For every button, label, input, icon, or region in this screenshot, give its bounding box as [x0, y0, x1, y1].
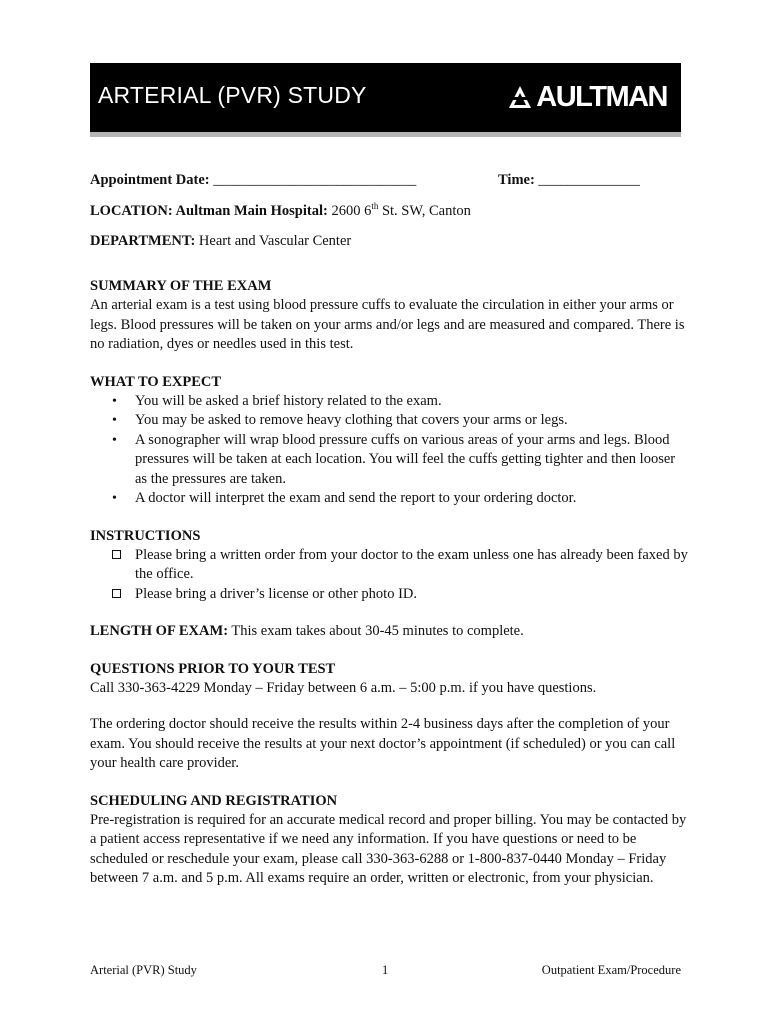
expect-section	[90, 373, 690, 509]
list-item: • You will be asked a brief history related to the exam.	[90, 392, 690, 412]
document-body	[90, 170, 690, 889]
summary-text: An arterial exam is a test using blood pressure cuffs to evaluate the circulation in either your arms or legs. Blood pressures will be taken on your arms and/or legs and are measured and compared. There is no radiation, dyes or needles used in this test.	[90, 297, 685, 352]
aultman-logo-mark-icon	[507, 84, 533, 110]
list-item: • A doctor will interpret the exam and send the report to your ordering doctor.	[90, 489, 690, 509]
list-item: • A sonographer will wrap blood pressure cuffs on various areas of your arms and legs. Blood pressures will be taken at each location. You will feel the cuffs getting tighter and then looser as the pressures are taken.	[90, 431, 690, 490]
summary-section	[90, 277, 690, 355]
summary-heading: SUMMARY OF THE EXAM	[90, 278, 272, 294]
department-line: DEPARTMENT: Heart and Vascular Center	[90, 233, 352, 249]
results-text: The ordering doctor should receive the results within 2-4 business days after the completion of your exam. You should receive the results at your next doctor’s appointment (if scheduled) or you can call your health care provider.	[90, 716, 676, 771]
instructions-heading: INSTRUCTIONS	[90, 527, 201, 544]
scheduling-text: Pre-registration is required for an accurate medical record and proper billing. You may be contacted by a patient access representative if we need any information. If you have questions or need to be scheduled or reschedule your exam, please call 330-363-6288 or 1-800-837-0440 Monday – Friday between 7 a.m. and 5 p.m. All exams require an order, written or electronic, from your physician.	[90, 811, 687, 886]
questions-section	[90, 660, 690, 774]
document-header	[90, 63, 681, 132]
scheduling-section	[90, 792, 690, 889]
instructions-section	[90, 527, 690, 605]
checklist-item: Please bring a driver’s license or other photo ID.	[90, 585, 690, 605]
document-title: ARTERIAL (PVR) STUDY	[98, 82, 367, 108]
aultman-logo	[507, 82, 667, 112]
expect-heading: WHAT TO EXPECT	[90, 373, 222, 390]
list-item: • You may be asked to remove heavy clothing that covers your arms or legs.	[90, 411, 690, 431]
header-shadow	[90, 132, 681, 137]
length-text: LENGTH OF EXAM: This exam takes about 30-45 minutes to complete.	[90, 623, 524, 639]
checkbox-icon[interactable]	[112, 550, 121, 559]
appointment-time-field[interactable]: Time: ______________	[498, 172, 640, 188]
footer-page-number: 1	[382, 963, 389, 977]
checklist-item: Please bring a written order from your doctor to the exam unless one has already been faxed by the office.	[90, 546, 690, 585]
appointment-row	[90, 170, 690, 190]
footer-category: Outpatient Exam/Procedure	[541, 963, 681, 977]
questions-text: Call 330-363-4229 Monday – Friday between 6 a.m. – 5:00 p.m. if you have questions.	[90, 679, 597, 696]
scheduling-heading: SCHEDULING AND REGISTRATION	[90, 792, 338, 809]
length-section	[90, 622, 690, 642]
appointment-date-field[interactable]: Appointment Date: ____________________________	[90, 172, 417, 188]
location-line: LOCATION: Aultman Main Hospital: 2600 6th St. SW, Canton	[90, 201, 471, 219]
questions-heading: QUESTIONS PRIOR TO YOUR TEST	[90, 660, 336, 677]
page-footer	[90, 961, 681, 979]
footer-document-name: Arterial (PVR) Study	[90, 963, 197, 977]
logo-text: AULTMAN	[536, 81, 667, 113]
checkbox-icon[interactable]	[112, 589, 121, 598]
